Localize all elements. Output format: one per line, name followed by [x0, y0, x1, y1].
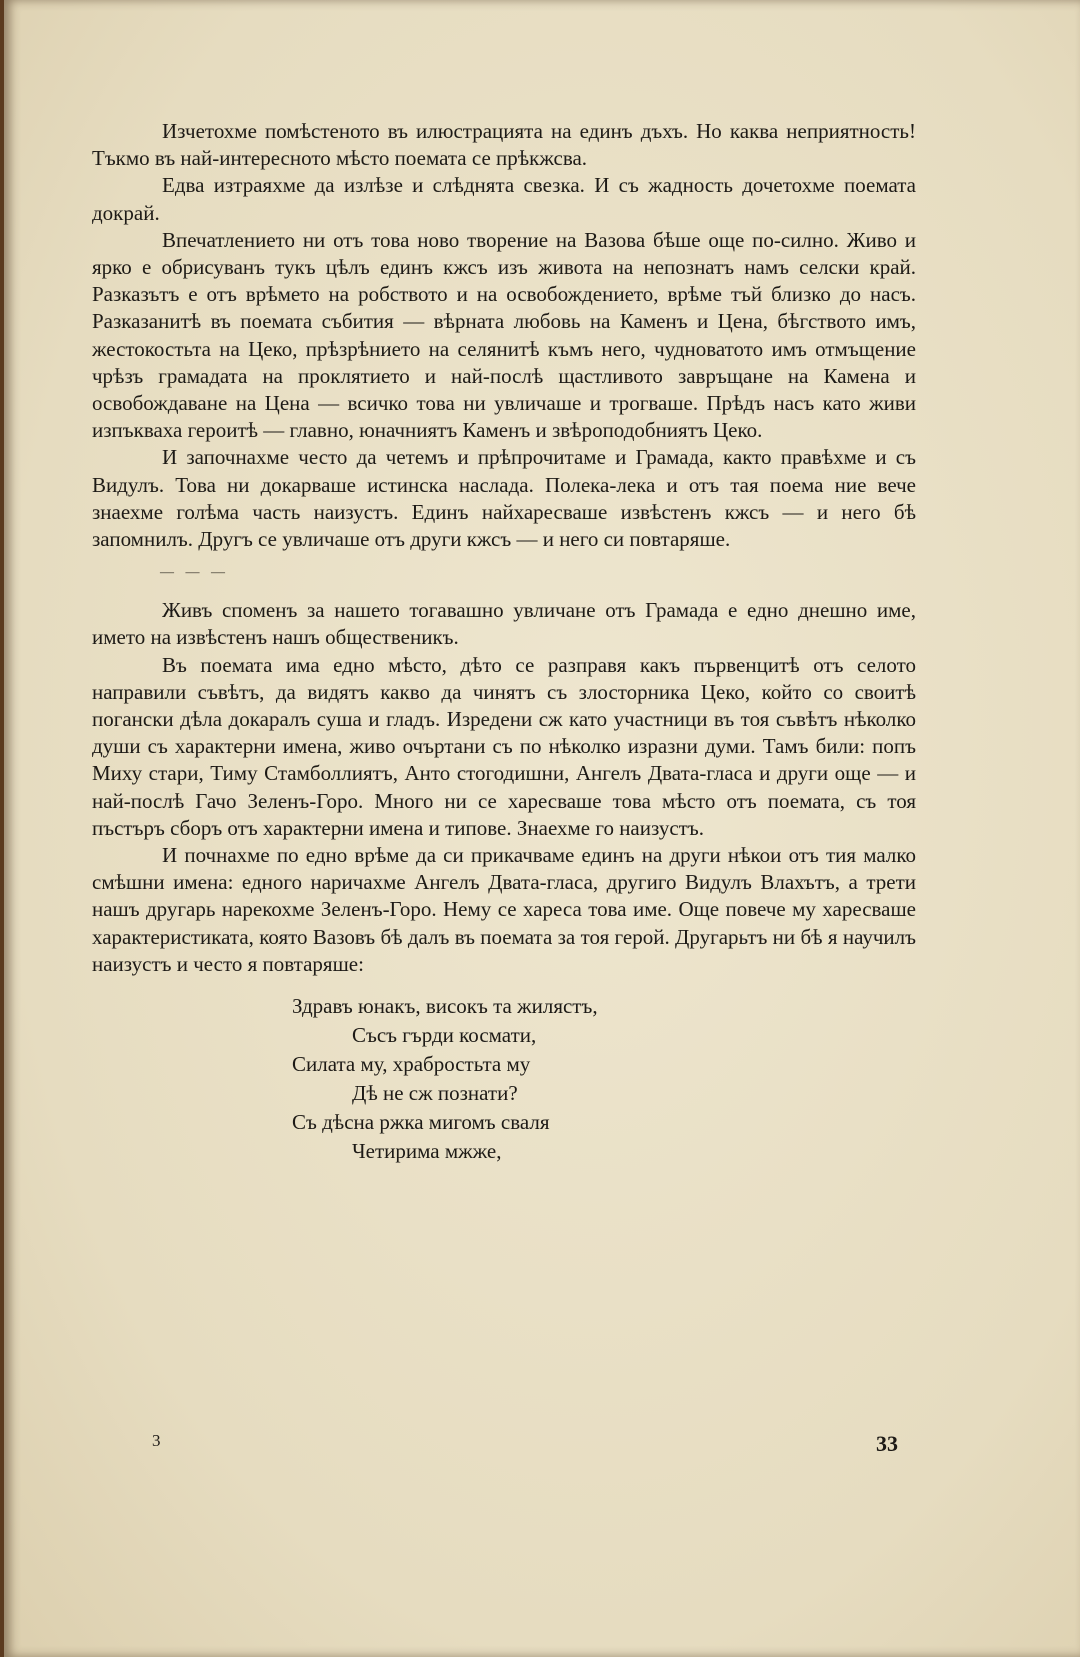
- verse-line: Здравъ юнакъ, високъ та жилястъ,: [292, 994, 598, 1019]
- book-page: [4, 0, 1080, 1657]
- verse-line: Силата му, храбростьта му: [292, 1052, 531, 1077]
- verse-line: Съсъ гърди космати,: [352, 1023, 537, 1048]
- paragraph: Въ поемата има едно мѣсто, дѣто се разправя какъ първенцитѣ отъ селото направили съвѣтъ, да видятъ какво да чинятъ съ злосторника Цеко, който со своитѣ погански дѣла докаралъ суша и гладъ. Изредени сж като участници въ тоя съвѣтъ нѣколко души съ характерни имена, живо очъртани съ по нѣколко изразни думи. Тамъ били: попъ Миху стари, Тиму Стамболлиятъ, Анто стогодишни, Ангелъ Двата-гласа и други още — и най-послѣ Гачо Зеленъ-Горо. Много ни се харесваше това мѣсто отъ поемата, съ тоя пъстъръ сборъ отъ характерни имена и типове. Знаехме го наизустъ.: [92, 652, 916, 840]
- section-separator: — — —: [160, 565, 229, 581]
- verse-block: [92, 992, 916, 1166]
- main-text-block: [92, 118, 916, 1166]
- paragraph: Изчетохме помѣстеното въ илюстрацията на единъ дъхъ. Но каква неприятность! Тъкмо въ най-интересното мѣсто поемата се прѣкжсва.: [92, 119, 916, 171]
- paragraph: Едва изтраяхме да излѣзе и слѣднята свезка. И съ жадность дочетохме поемата докрай.: [92, 173, 916, 225]
- paragraph: И започнахме често да четемъ и прѣпрочитаме и Грамада, както правѣхме и съ Видулъ. Това ни докарваше истинска наслада. Полека-лека и отъ тая поема ние вече знаехме голѣма часть наизустъ. Единъ найхаресваше извѣстенъ кжсъ — и него бѣ запомнилъ. Другъ се увличаше отъ други кжсъ — и него си повтаряше.: [92, 445, 916, 552]
- page-number: 33: [876, 1431, 898, 1456]
- signature-mark: 3: [152, 1431, 161, 1450]
- verse-line: Съ дѣсна ржка мигомъ сваля: [292, 1110, 550, 1135]
- paragraph: И почнахме по едно врѣме да си прикачваме единъ на други нѣкои отъ тия малко смѣшни имена: едного наричахме Ангелъ Двата-гласа, другиго Видулъ Влахътъ, а трети нашъ другарь нарекохме Зеленъ-Горо. Нему се хареса това име. Още повече му харесваше характеристиката, която Вазовъ бѣ далъ въ поемата за тоя герой. Другарьтъ ни бѣ я научилъ наизустъ и често я повтаряше:: [92, 843, 916, 976]
- verse-line: Четирима мжже,: [352, 1139, 502, 1164]
- paragraph: Впечатлението ни отъ това ново творение на Вазова бѣше още по-силно. Живо и ярко е обрисуванъ тукъ цѣлъ единъ кжсъ изъ живота на непознатъ намъ селски край. Разказътъ е отъ врѣмето на робството и на освобождението, врѣме тъй близко до насъ. Разказанитѣ въ поемата събития — вѣрната любовь на Каменъ и Цена, бѣгството имъ, жестокостьта на Цеко, прѣзрѣнието на селянитѣ къмъ него, чудноватото имъ отмъщение чрѣзъ грамадата на проклятието и най-послѣ щастливото завръщане на Камена и освобождаване на Цена — всичко това ни увличаше и трогваше. Прѣдъ насъ като живи изпъкваха героитѣ — главно, юначниятъ Каменъ и звѣроподобниятъ Цеко.: [92, 227, 916, 443]
- paragraph: Живъ споменъ за нашето тогавашно увличане отъ Грамада е едно днешно име, името на извѣстенъ нашъ общественикъ.: [92, 598, 916, 650]
- page-footer: [4, 1431, 1080, 1461]
- verse-line: Дѣ не сж познати?: [352, 1081, 518, 1106]
